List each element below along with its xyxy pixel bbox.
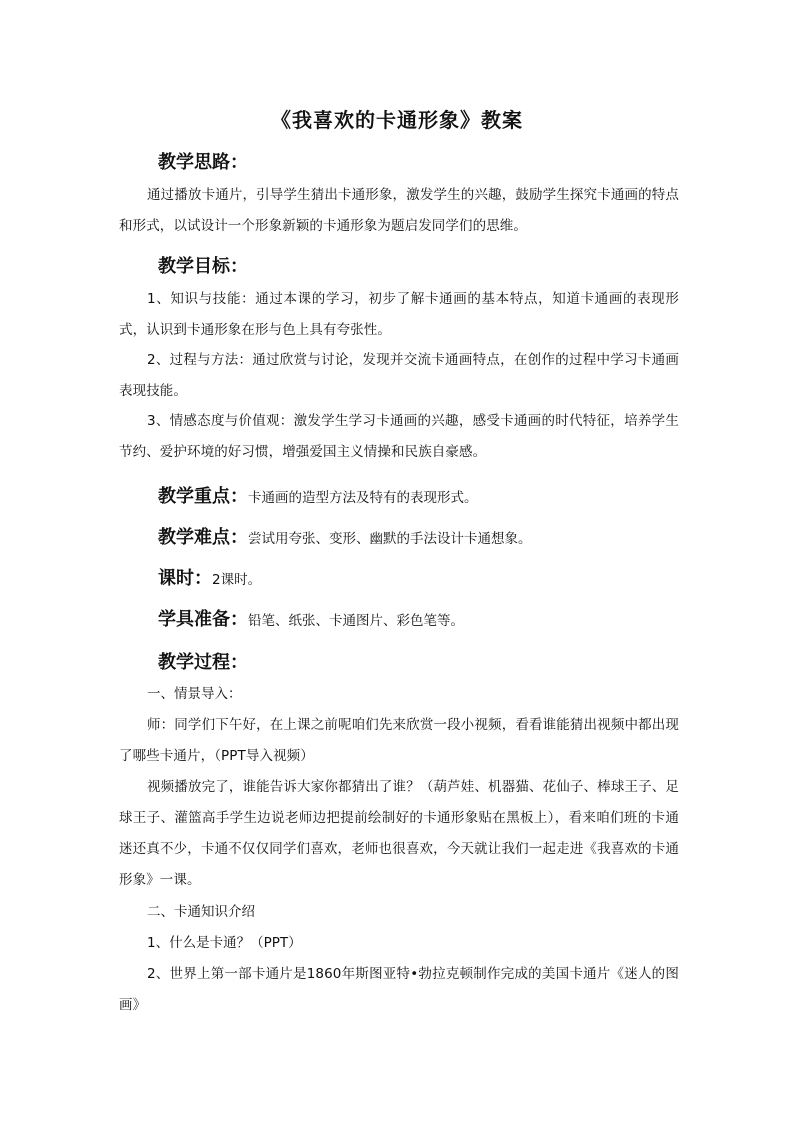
materials-label: 学具准备： [158,609,248,630]
heading-teaching-process: 教学过程： [158,652,248,673]
heading-difficulty [158,523,532,549]
paragraph-step2-item-2: 2、世界上第一部卡通片是1860年斯图亚特•勃拉克顿制作完成的美国卡通片《迷人的图画》 [119,966,679,1013]
difficulty-value: 尝试用夸张、变形、幽默的手法设计卡通想象。 [248,531,532,547]
document-title: 《我喜欢的卡通形象》教案 [271,108,523,132]
key-point-label: 教学重点： [158,486,248,507]
class-hours-label: 课时： [158,568,212,589]
paragraph-step1-video: 视频播放完了，谁能告诉大家你都猜出了谁？（葫芦娃、机器猫、花仙子、棒球王子、足球王子、灌篮高手学生边说老师边把提前绘制好的卡通形象贴在黑板上），看来咱们班的卡通迷还真不少，卡通不仅仅同学们喜欢，老师也很喜欢，今天就让我们一起走进《我喜欢的卡通形象》一课。 [119,779,679,888]
step1-title: 一、情景导入： [147,686,242,702]
heading-materials [158,605,464,631]
difficulty-label: 教学难点： [158,527,248,548]
key-point-value: 卡通画的造型方法及特有的表现形式。 [248,490,478,506]
paragraph-goal-1: 1、知识与技能：通过本课的学习，初步了解卡通画的基本特点，知道卡通画的表现形式，认识到卡通形象在形与色上具有夸张性。 [119,291,679,338]
class-hours-value: 2课时。 [212,572,262,588]
materials-value: 铅笔、纸张、卡通图片、彩色笔等。 [248,613,464,629]
step2-item-1: 1、什么是卡通？（PPT） [147,935,302,951]
paragraph-goal-3: 3、情感态度与价值观：激发学生学习卡通画的兴趣，感受卡通画的时代特征，培养学生节约、爱护环境的好习惯，增强爱国主义情操和民族自豪感。 [119,413,679,460]
heading-key-point [158,482,478,508]
paragraph-step1-intro: 师：同学们下午好，在上课之前呢咱们先来欣赏一段小视频，看看谁能猜出视频中都出现了哪些卡通片，（PPT导入视频） [119,717,679,764]
heading-teaching-thinking: 教学思路： [158,152,248,173]
heading-class-hours [158,564,261,590]
heading-teaching-goals: 教学目标： [158,256,248,277]
paragraph-teaching-thinking: 通过播放卡通片，引导学生猜出卡通形象，激发学生的兴趣，鼓励学生探究卡通画的特点和形式，以试设计一个形象新颖的卡通形象为题启发同学们的思维。 [119,187,679,234]
paragraph-goal-2: 2、过程与方法：通过欣赏与讨论，发现并交流卡通画特点，在创作的过程中学习卡通画表现技能。 [119,352,679,399]
step2-title: 二、卡通知识介绍 [147,904,255,920]
